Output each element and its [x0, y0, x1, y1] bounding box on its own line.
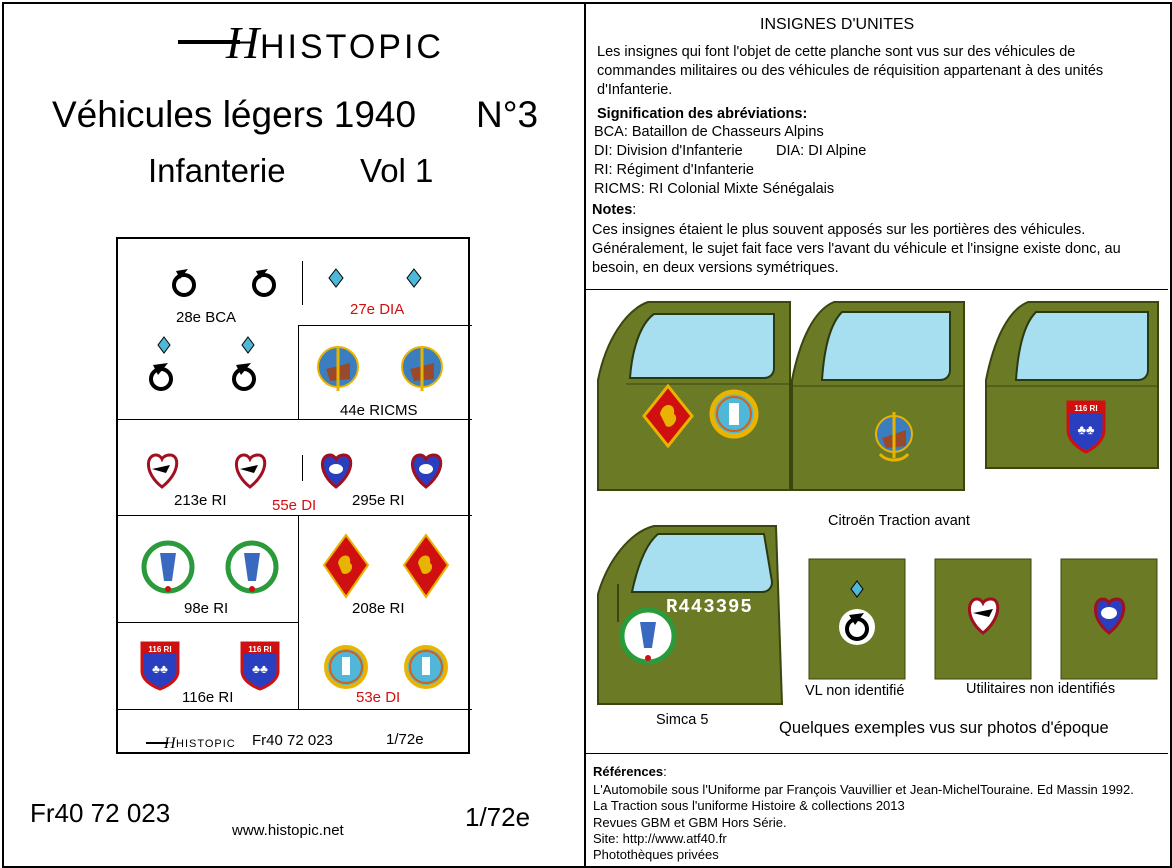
- label-44e-ricms: 44e RICMS: [340, 402, 418, 419]
- svg-text:H: H: [226, 17, 260, 68]
- divider: [298, 515, 299, 709]
- histopic-small-logo: [146, 733, 236, 756]
- vl-square-illustration: [809, 559, 905, 679]
- label-53e-di: 53e DI: [356, 689, 401, 706]
- title-line1: Véhicules légers 1940: [52, 94, 417, 135]
- ref-line: La Traction sous l'uniforme Histoire & collections 2013: [593, 798, 905, 813]
- vl-label: VL non identifié: [805, 683, 905, 699]
- combined-insignia-icon: [148, 335, 288, 397]
- insignia-heading: INSIGNES D'UNITES: [760, 16, 915, 33]
- title-line2: Infanterie: [148, 152, 286, 189]
- ref-site[interactable]: Site: http://www.atf40.fr: [593, 831, 727, 846]
- section-divider: [586, 753, 1168, 754]
- examples-caption: Quelques exemples vus sur photos d'époque: [779, 719, 1109, 737]
- lion-diamond-icon: [322, 533, 456, 601]
- intro-text: Les insignes qui font l'objet de cette planche sont vus sur des véhicules de commandes militaires ou des véhicules de réquisition appartenant à des unités d'Infanterie.: [597, 44, 1104, 98]
- divider: [298, 325, 299, 419]
- ref-line: Revues GBM et GBM Hors Série.: [593, 815, 787, 830]
- section-divider: [586, 289, 1168, 290]
- divider: [118, 622, 298, 623]
- globe-anchor-icon: [310, 341, 460, 395]
- abbr-ri: RI: Régiment d'Infanterie: [594, 162, 754, 178]
- label-98e-ri: 98e RI: [184, 600, 229, 617]
- divider: [298, 325, 472, 326]
- abbr-ricms: RICMS: RI Colonial Mixte Sénégalais: [594, 181, 835, 197]
- roundel-icon: [324, 643, 454, 691]
- util-square-illustration: [1061, 559, 1157, 679]
- svg-text:HISTOPIC: HISTOPIC: [260, 28, 444, 66]
- simca-door-illustration: [596, 524, 786, 706]
- label-208e-ri: 208e RI: [352, 600, 405, 617]
- sheet-ref: Fr40 72 023: [252, 732, 333, 749]
- title-volume: Vol 1: [360, 152, 434, 189]
- ref-line: L'Automobile sous l'Uniforme par François Vauvillier et Jean-MichelTouraine. Ed Massin 1992.: [593, 782, 1134, 797]
- abbr-title: Signification des abréviations:: [597, 106, 808, 122]
- diamond-icon: [328, 267, 438, 291]
- divider: [118, 419, 472, 420]
- ref-line: Photothèques privées: [593, 847, 719, 862]
- histopic-logo: [178, 10, 444, 68]
- center-divider: [584, 2, 586, 866]
- svg-text:♣♣: ♣♣: [1077, 422, 1095, 437]
- citroen-label: Citroën Traction avant: [828, 513, 970, 529]
- bottom-scale: 1/72e: [465, 802, 531, 832]
- svg-text:H: H: [164, 735, 176, 752]
- svg-text:116 RI: 116 RI: [248, 645, 272, 654]
- label-116e-ri: 116e RI: [182, 689, 234, 706]
- refs-title: Références:: [593, 764, 667, 779]
- divider: [118, 515, 472, 516]
- website-link[interactable]: www.histopic.net: [232, 822, 344, 839]
- heart-icon: [318, 451, 458, 491]
- notes-title: Notes:: [592, 202, 637, 218]
- abbr-di: DI: Division d'Infanterie: [594, 143, 743, 159]
- svg-text:116 RI: 116 RI: [148, 645, 172, 654]
- divider: [302, 455, 303, 481]
- svg-text:♣♣: ♣♣: [152, 662, 168, 676]
- label-295e-ri: 295e RI: [352, 492, 405, 509]
- notes-text: Ces insignes étaient le plus souvent apposés sur les portières des véhicules. Généralement, le sujet fait face vers l'avant du véhicule et l'insigne existe donc, au besoin, en deux versions symétriques.: [592, 222, 1121, 276]
- bottom-ref: Fr40 72 023: [30, 798, 171, 828]
- heart-icon: [144, 451, 274, 491]
- decal-sheet: [116, 237, 470, 754]
- label-28e-bca: 28e BCA: [176, 309, 237, 326]
- abbr-bca: BCA: Bataillon de Chasseurs Alpins: [594, 124, 824, 140]
- label-55e-di: 55e DI: [272, 497, 317, 514]
- util-label: Utilitaires non identifiés: [966, 681, 1116, 697]
- util-square-illustration: [935, 559, 1031, 679]
- abbr-dia: DIA: DI Alpine: [776, 143, 867, 159]
- car-door-illustration: [790, 300, 966, 494]
- car-door-illustration: [596, 300, 790, 494]
- svg-text:♣♣: ♣♣: [252, 662, 268, 676]
- label-213e-ri: 213e RI: [174, 492, 227, 509]
- horn-icon: [166, 265, 306, 301]
- title-number: N°3: [476, 94, 539, 135]
- wreath-icon: [140, 539, 290, 597]
- car-door-illustration: [984, 300, 1160, 470]
- sheet-scale: 1/72e: [386, 731, 424, 748]
- svg-text:R443395: R443395: [666, 596, 753, 618]
- label-27e-dia: 27e DIA: [350, 301, 405, 318]
- shield-icon: [140, 641, 280, 696]
- svg-text:116 RI: 116 RI: [1074, 404, 1098, 413]
- divider: [118, 709, 472, 710]
- simca-label: Simca 5: [656, 712, 709, 728]
- svg-text:HISTOPIC: HISTOPIC: [176, 738, 236, 750]
